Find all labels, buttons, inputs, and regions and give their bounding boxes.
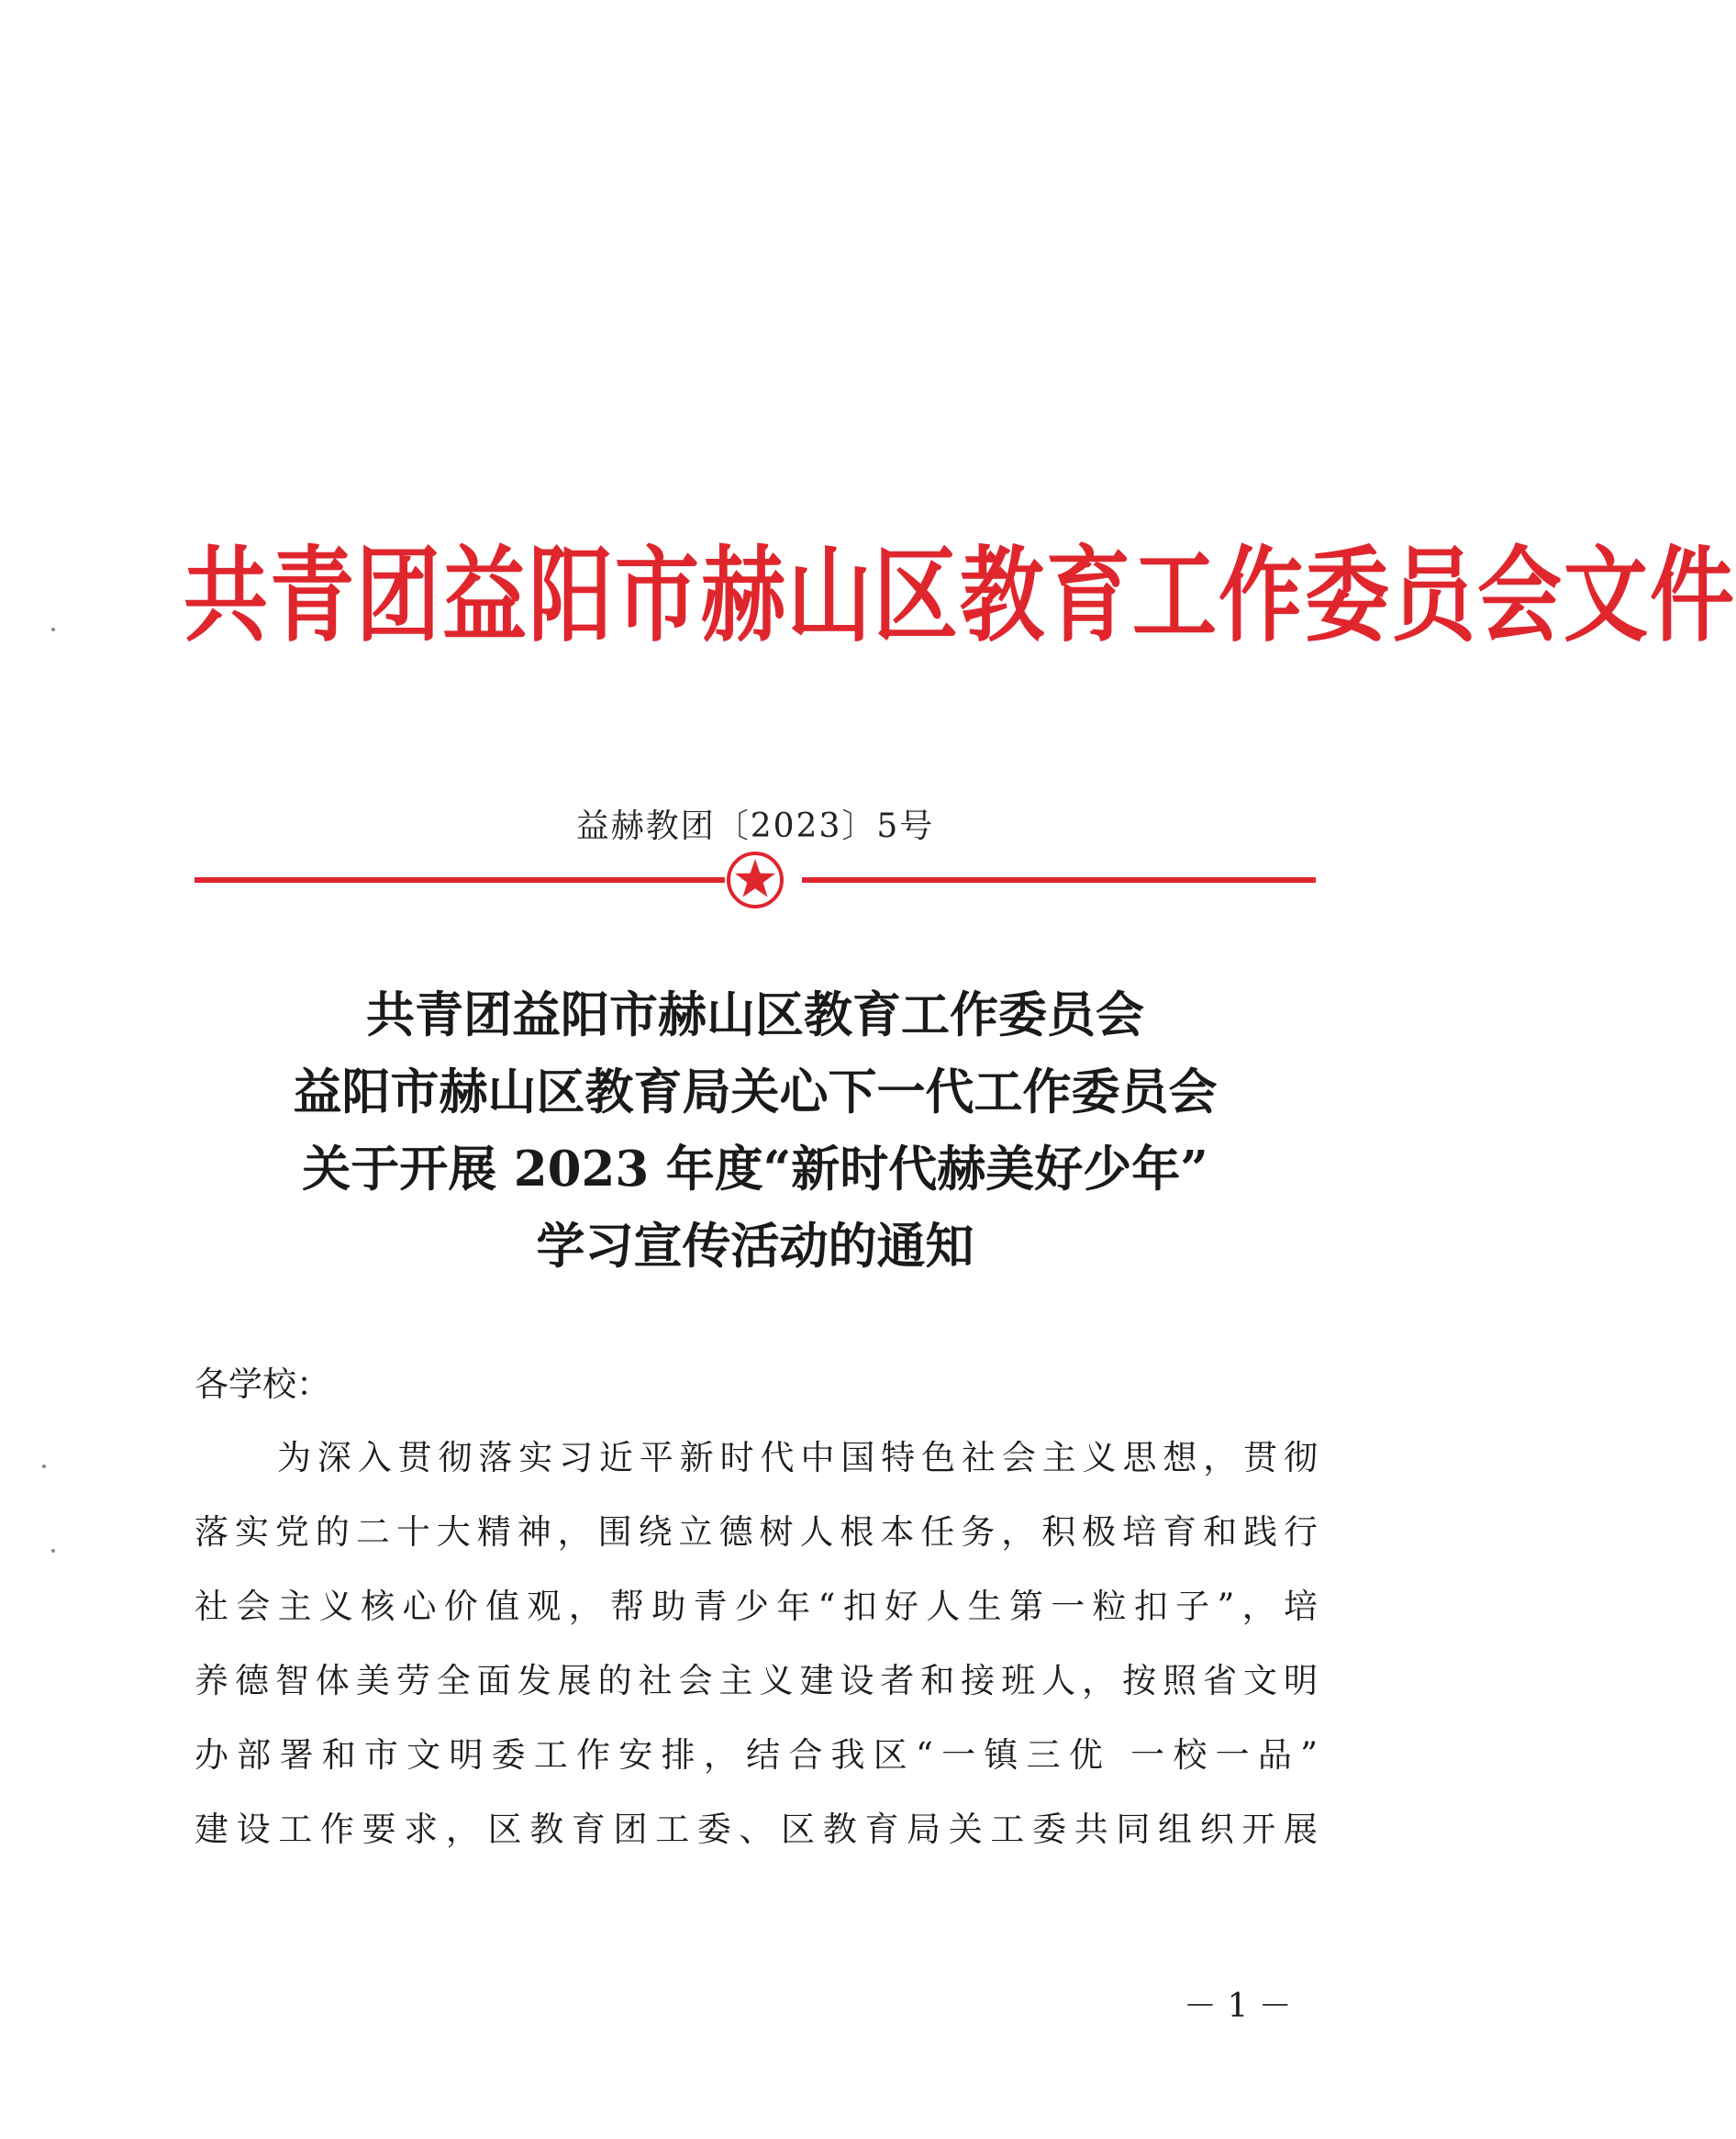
body-line: 养德智体美劳全面发展的社会主义建设者和接班人，按照省文明 <box>195 1661 1318 1700</box>
notice-title-line: 共青团益阳市赫山区教育工作委员会 <box>366 986 1144 1043</box>
separator-line-right <box>802 877 1316 883</box>
separator-line-left <box>195 877 725 883</box>
notice-title-line: 学习宣传活动的通知 <box>536 1218 974 1275</box>
salutation: 各学校： <box>195 1365 330 1404</box>
body-line: 落实党的二十大精神，围绕立德树人根本任务，积极培育和践行 <box>195 1512 1318 1552</box>
notice-title-line: 益阳市赫山区教育局关心下一代工作委员会 <box>293 1064 1218 1120</box>
notice-title <box>184 976 1327 1285</box>
scan-speck <box>51 628 55 631</box>
body-line: 建设工作要求，区教育团工委、区教育局关工委共同组织开展 <box>195 1810 1318 1849</box>
document-header-title: 共青团益阳市赫山区教育工作委员会文件 <box>184 536 1736 656</box>
page-number: － 1 － <box>1184 1988 1292 2025</box>
scan-speck <box>42 1465 46 1468</box>
body-line: 社会主义核心价值观，帮助青少年“扣好人生第一粒扣子”，培 <box>195 1587 1318 1626</box>
body-paragraph <box>195 1420 1318 1866</box>
red-star-icon <box>727 852 784 908</box>
document-number: 益赫教团〔2023〕5号 <box>575 808 935 845</box>
scan-speck <box>51 1549 55 1553</box>
body-line: 办部署和市文明委工作安排，结合我区“一镇三优 一校一品” <box>195 1735 1318 1775</box>
notice-title-line: 关于开展 2023 年度“新时代赫美好少年” <box>302 1141 1208 1198</box>
body-line: 为深入贯彻落实习近平新时代中国特色社会主义思想，贯彻 <box>277 1438 1318 1477</box>
